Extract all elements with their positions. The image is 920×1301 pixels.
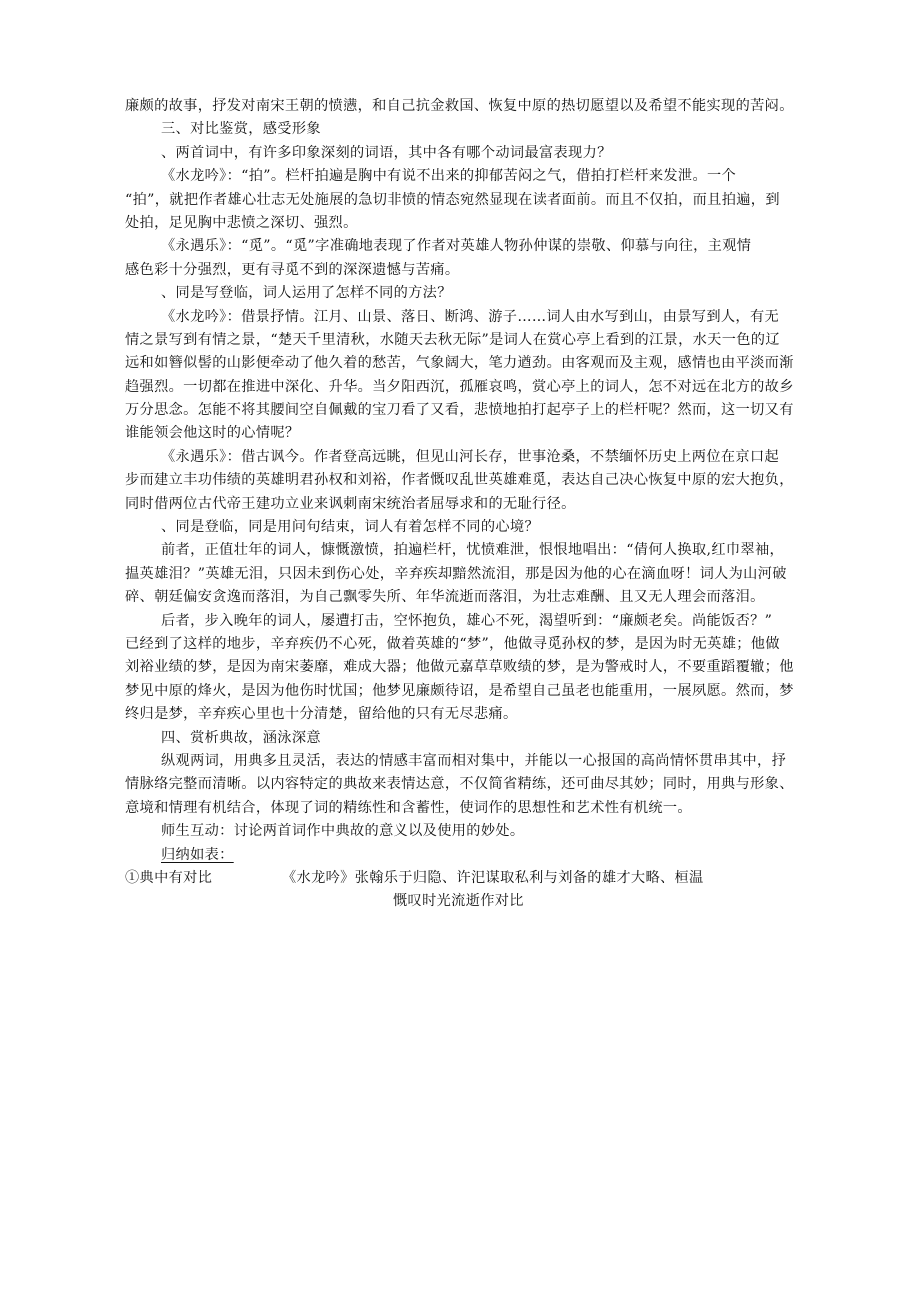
section-heading: 三、对比鉴赏，感受形象	[161, 121, 321, 138]
summary-text: 《水龙吟》张翰乐于归隐、许汜谋取私利与刘备的雄才大略、桓温	[282, 869, 704, 886]
text-line: 感色彩十分强烈，更有寻觅不到的深深遗憾与苦痛。	[125, 261, 460, 278]
text-line: 趋强烈。一切都在推进中深化、升华。当夕阳西沉，孤雁哀鸣，赏心亭上的词人，怎不对远在北方的故乡	[125, 378, 794, 395]
text-line: 终归是梦，辛弃疾心里也十分清楚，留给他的只有无尽悲痛。	[125, 706, 518, 723]
text-line: 纵观两词，用典多且灵活，表达的情感丰富而相对集中，并能以一心报国的高尚情怀贯串其中，抒	[161, 752, 787, 769]
text-line: “拍”，就把作者雄心壮志无处施展的急切非愤的情态宛然显现在读者面前。而且不仅拍，而且拍遍，到	[125, 191, 780, 208]
text-line: 情脉络完整而清晰。以内容特定的典故来表情达意，不仅简省精练，还可曲尽其妙；同时，用典与形象、	[125, 776, 794, 793]
question-line: 、同是写登临，词人运用了怎样不同的方法？	[161, 285, 452, 302]
summary-label: ①典中有对比	[125, 869, 213, 886]
question-line: 、两首词中，有许多印象深刻的词语，其中各有哪个动词最富表现力？	[161, 144, 612, 161]
text-line: 前者，正值壮年的词人，慷慨激愤，拍遍栏杆，忧愤难泄，恨恨地唱出：“倩何人换取,红巾翠袖，	[161, 542, 785, 559]
text-line: 《永遇乐》：“觅”。“觅”字准确地表现了作者对英雄人物孙仲谋的崇敬、仰慕与向往，主观情	[161, 238, 752, 255]
summary-heading	[125, 844, 799, 867]
text-line: 廉颇的故事，抒发对南宋王朝的愤懑，和自己抗金救国、恢复中原的热切愿望以及希望不能实现的苦闷。	[125, 98, 794, 114]
text-line: 揾英雄泪？”英雄无泪，只因未到伤心处，辛弃疾却黯然流泪，那是因为他的心在滴血呀！词人为山河破	[125, 565, 787, 582]
text-line: 情之景写到有情之景，“楚天千里清秋，水随天去秋无际”是词人在赏心亭上看到的江景，水天一色的辽	[125, 331, 780, 348]
summary-row	[125, 867, 799, 890]
summary-row-continuation	[125, 890, 799, 913]
text-line: 梦见中原的烽火，是因为他伤时忧国；他梦见廉颇待诏，是希望自己虽老也能重用，一展夙愿。然而，梦	[125, 682, 794, 699]
text-line: 《永遇乐》：借古讽今。作者登高远眺，但见山河长存，世事沧桑，不禁缅怀历史上两位在京口起	[161, 448, 780, 465]
question-line: 、同是登临，同是用问句结束，词人有着怎样不同的心境？	[161, 519, 539, 536]
text-line: 后者，步入晚年的词人，屡遭打击，空怀抱负，雄心不死，渴望听到：“廉颇老矣。尚能饭否？”	[161, 612, 773, 629]
document-page	[125, 95, 799, 914]
text-line: 万分思念。怎能不将其腰间空自佩戴的宝刀看了又看，悲愤地拍打起亭子上的栏杆呢？然而，这一切又有	[125, 402, 794, 419]
text-line: 步而建立丰功伟绩的英雄明君孙权和刘裕，作者慨叹乱世英雄难觅，表达自己决心恢复中原的宏大抱负，	[125, 472, 794, 489]
text-line: 远和如簪似髻的山影便牵动了他久着的愁苦，气象阔大，笔力遒劲。由客观而及主观，感情也由平淡而渐	[125, 355, 794, 372]
summary-text-continuation: 慨叹时光流逝作对比	[393, 893, 524, 910]
text-line: 刘裕业绩的梦，是因为南宋萎靡，难成大器；他做元嘉草草败绩的梦，是为警戒时人，不要重蹈覆辙；他	[125, 659, 794, 676]
text-line: 同时借两位古代帝王建功立业来讽刺南宋统治者屈辱求和的无耻行径。	[125, 495, 576, 512]
text-line: 已经到了这样的地步，辛弃疾仍不心死，做着英雄的“梦”，他做寻觅孙权的梦，是因为时无英雄；他做	[125, 635, 780, 652]
text-line: 谁能领会他这时的心情呢？	[125, 425, 300, 442]
text-line: 处拍，足见胸中悲愤之深切、强烈。	[125, 214, 358, 231]
text-line: 《水龙吟》：借景抒情。江月、山景、落日、断鸿、游子……词人由水写到山，由景写到人，有无	[161, 308, 780, 325]
text-line: 意境和情理有机结合，体现了词的精练性和含蓄性，使词作的思想性和艺术性有机统一。	[125, 799, 692, 816]
text-line: 师生互动：讨论两首词作中典故的意义以及使用的妙处。	[161, 823, 525, 840]
summary-heading-text: 归纳如表：	[161, 846, 234, 863]
text-line: 碎、朝廷偏安贪逸而落泪，为自己飘零失所、年华流逝而落泪，为壮志难酬、且又无人理会而落泪。	[125, 589, 765, 606]
section-heading: 四、赏析典故，涵泳深意	[161, 729, 321, 746]
text-line: 《水龙吟》：“拍”。栏杆拍遍是胸中有说不出来的抑郁苦闷之气，借拍打栏杆来发泄。一个	[161, 168, 737, 185]
